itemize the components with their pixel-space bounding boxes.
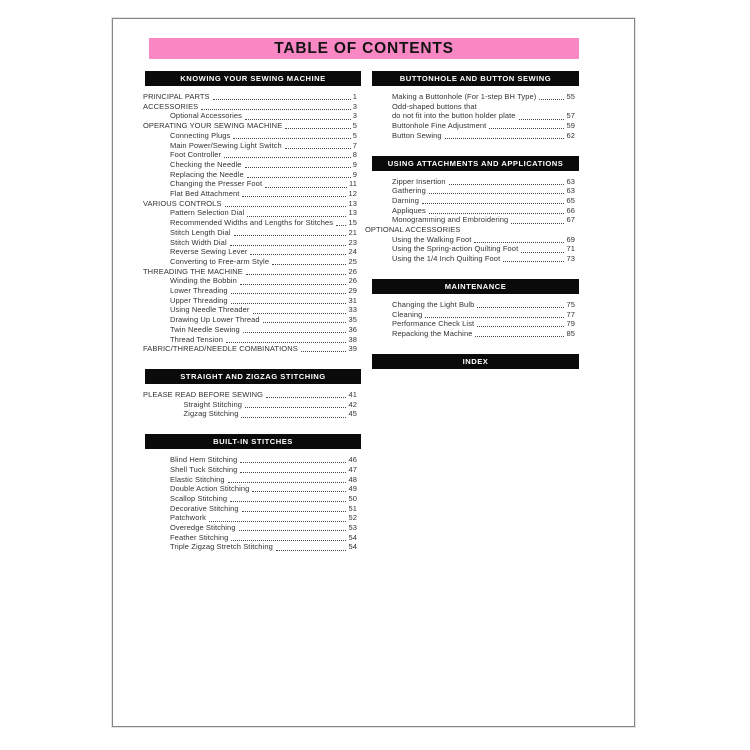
toc-entry-label: Buttonhole Fine Adjustment (392, 121, 487, 131)
toc-entry-label: Using the Walking Foot (392, 234, 472, 244)
toc-leader-dots (253, 313, 347, 314)
toc-entry (365, 225, 575, 235)
toc-leader-dots (247, 177, 351, 178)
section-header: INDEX (372, 354, 579, 369)
toc-entry (365, 300, 575, 310)
manual-page (112, 18, 635, 727)
toc-leader-dots (234, 235, 347, 236)
toc-entry (365, 102, 575, 112)
toc-section (365, 156, 575, 264)
toc-entry (143, 533, 357, 543)
toc-page-number: 33 (348, 305, 357, 315)
toc-leader-dots (511, 223, 564, 224)
toc-entry-label: Button Sewing (392, 130, 442, 140)
toc-page-number: 26 (348, 266, 357, 276)
toc-entry (365, 177, 575, 187)
toc-entry-label: Pattern Selection Dial (170, 208, 245, 218)
toc-page-number: 50 (348, 493, 357, 503)
toc-leader-dots (242, 196, 346, 197)
toc-entry (143, 189, 357, 199)
toc-entry-list (365, 86, 575, 141)
toc-leader-dots (230, 501, 346, 502)
toc-leader-dots (225, 206, 347, 207)
toc-leader-dots (265, 187, 347, 188)
toc-section (365, 279, 575, 339)
toc-page-number: 85 (566, 328, 575, 338)
toc-page-number: 63 (566, 186, 575, 196)
toc-entry-label: VARIOUS CONTROLS (143, 198, 222, 208)
toc-entry-list (143, 449, 357, 552)
toc-entry (143, 160, 357, 170)
toc-entry (143, 141, 357, 151)
toc-entry-label: Twin Needle Sewing (170, 324, 240, 334)
toc-entry (143, 199, 357, 209)
toc-page-number: 49 (348, 484, 357, 494)
toc-entry (365, 244, 575, 254)
toc-entry-label: OPERATING YOUR SEWING MACHINE (143, 121, 283, 131)
toc-leader-dots (242, 511, 347, 512)
toc-leader-dots (477, 326, 564, 327)
toc-leader-dots (241, 417, 346, 418)
toc-entry-label: Odd-shaped buttons that (392, 101, 477, 111)
toc-page-number: 79 (566, 319, 575, 329)
toc-leader-dots (228, 482, 347, 483)
toc-entry-label: Patchwork (170, 513, 206, 523)
toc-page-number: 8 (352, 150, 357, 160)
toc-entry-label: Cleaning (392, 309, 423, 319)
toc-page-number: 35 (348, 315, 357, 325)
section-header: MAINTENANCE (372, 279, 579, 294)
toc-leader-dots (266, 397, 346, 398)
toc-leader-dots (231, 540, 346, 541)
toc-entry (143, 344, 357, 354)
toc-entry-label: Using Needle Threader (170, 305, 250, 315)
page-title: TABLE OF CONTENTS (149, 38, 579, 59)
toc-leader-dots (201, 109, 350, 110)
toc-entry-list (365, 294, 575, 339)
toc-entry-label: Using the Spring-action Quilting Foot (392, 244, 519, 254)
toc-entry (143, 513, 357, 523)
toc-entry (143, 523, 357, 533)
toc-leader-dots (285, 148, 351, 149)
toc-page-number: 31 (348, 295, 357, 305)
toc-entry (143, 131, 357, 141)
toc-entry-label: FABRIC/THREAD/NEEDLE COMBINATIONS (143, 344, 298, 354)
toc-entry-label: Zigzag Stitching (183, 409, 239, 419)
toc-entry (365, 196, 575, 206)
toc-page-number: 9 (352, 159, 357, 169)
toc-leader-dots (429, 193, 565, 194)
toc-entry (143, 409, 357, 419)
toc-page-number: 47 (348, 464, 357, 474)
toc-entry-label: Lower Threading (170, 286, 228, 296)
toc-entry (365, 254, 575, 264)
toc-leader-dots (230, 245, 347, 246)
toc-entry-label: OPTIONAL ACCESSORIES (365, 225, 461, 235)
toc-entry (365, 235, 575, 245)
toc-leader-dots (240, 462, 346, 463)
toc-entry-label: Straight Stitching (183, 399, 242, 409)
toc-entry-label: ACCESSORIES (143, 101, 199, 111)
toc-entry (143, 92, 357, 102)
toc-section (365, 71, 575, 141)
toc-page-number: 54 (348, 532, 357, 542)
toc-page-number: 46 (348, 455, 357, 465)
toc-leader-dots (240, 472, 346, 473)
toc-leader-dots (250, 254, 346, 255)
toc-entry-label: Triple Zigzag Stretch Stitching (170, 542, 273, 552)
toc-entry (365, 310, 575, 320)
toc-page-number: 9 (352, 169, 357, 179)
toc-entry (143, 475, 357, 485)
toc-leader-dots (477, 307, 564, 308)
toc-page-number: 75 (566, 299, 575, 309)
section-header: KNOWING YOUR SEWING MACHINE (145, 71, 361, 86)
toc-entry (143, 325, 357, 335)
toc-page-number: 41 (348, 389, 357, 399)
toc-page-number: 21 (348, 227, 357, 237)
toc-entry-label: Feather Stitching (170, 532, 229, 542)
toc-page-number: 53 (348, 523, 357, 533)
toc-leader-dots (539, 99, 564, 100)
toc-page-number: 11 (349, 179, 357, 189)
toc-entry (365, 92, 575, 102)
toc-entry-label: Decorative Stitching (170, 503, 239, 513)
toc-page-number: 51 (348, 503, 357, 513)
toc-entry-label: Upper Threading (170, 295, 228, 305)
toc-entry-list (143, 384, 357, 419)
toc-leader-dots (224, 157, 351, 158)
toc-entry (143, 455, 357, 465)
toc-entry-label: THREADING THE MACHINE (143, 266, 243, 276)
toc-page-number: 5 (352, 130, 357, 140)
toc-entry-label: Changing the Light Bulb (392, 299, 475, 309)
toc-entry (143, 247, 357, 257)
toc-entry (365, 121, 575, 131)
section-header: STRAIGHT AND ZIGZAG STITCHING (145, 369, 361, 384)
toc-entry (365, 319, 575, 329)
toc-leader-dots (425, 317, 564, 318)
toc-leader-dots (243, 332, 347, 333)
toc-page-number: 1 (352, 92, 357, 101)
toc-page-number: 24 (348, 247, 357, 257)
toc-entry-label: Replacing the Needle (170, 169, 244, 179)
toc-entry (143, 111, 357, 121)
toc-entry-list (365, 171, 575, 264)
toc-entry-label: Stitch Length Dial (170, 227, 231, 237)
toc-leader-dots (336, 225, 346, 226)
toc-entry-label: PRINCIPAL PARTS (143, 92, 210, 101)
toc-leader-dots (489, 128, 564, 129)
toc-entry-label: do not fit into the button holder plate (392, 111, 516, 121)
toc-page-number: 67 (566, 215, 575, 225)
toc-entry-label: Flat Bed Attachment (170, 189, 240, 199)
section-header: BUTTONHOLE AND BUTTON SEWING (372, 71, 579, 86)
toc-entry (143, 494, 357, 504)
toc-leader-dots (252, 491, 346, 492)
toc-entry (143, 121, 357, 131)
toc-page-number: 63 (566, 176, 575, 186)
toc-leader-dots (449, 184, 565, 185)
toc-entry (143, 218, 357, 228)
toc-column-right (365, 71, 575, 384)
toc-page-number: 73 (566, 254, 575, 264)
toc-leader-dots (245, 167, 351, 168)
toc-page-number: 42 (348, 399, 357, 409)
toc-entry-label: PLEASE READ BEFORE SEWING (143, 389, 264, 399)
toc-entry (365, 329, 575, 339)
toc-page-number: 45 (348, 409, 357, 419)
toc-entry-label: Reverse Sewing Lever (170, 247, 248, 257)
toc-entry-label: Gathering (392, 186, 426, 196)
toc-entry (143, 465, 357, 475)
toc-entry-label: Using the 1/4 Inch Quilting Foot (392, 254, 501, 264)
toc-leader-dots (231, 293, 347, 294)
toc-page-number: 38 (348, 334, 357, 344)
toc-entry (143, 400, 357, 410)
toc-leader-dots (240, 284, 347, 285)
toc-entry (365, 111, 575, 121)
toc-leader-dots (231, 303, 347, 304)
toc-leader-dots (213, 99, 351, 100)
toc-page-number: 59 (566, 121, 575, 131)
toc-leader-dots (247, 216, 346, 217)
toc-page-number: 39 (348, 344, 357, 354)
toc-entry-label: Converting to Free-arm Style (170, 256, 270, 266)
toc-leader-dots (301, 351, 347, 352)
toc-page-number: 57 (566, 111, 575, 121)
toc-page-number: 62 (566, 130, 575, 140)
toc-entry (143, 504, 357, 514)
toc-entry-label: Shell Tuck Stitching (170, 464, 238, 474)
toc-entry-label: Drawing Up Lower Thread (170, 315, 260, 325)
toc-entry (143, 542, 357, 552)
toc-leader-dots (246, 274, 347, 275)
toc-entry (143, 305, 357, 315)
toc-entry-label: Overedge Stitching (170, 523, 236, 533)
toc-leader-dots (422, 203, 564, 204)
toc-leader-dots (233, 138, 350, 139)
toc-page-number: 52 (348, 513, 357, 523)
toc-entry (143, 102, 357, 112)
toc-page-number: 69 (566, 234, 575, 244)
toc-entry (365, 186, 575, 196)
toc-leader-dots (445, 138, 565, 139)
toc-entry (143, 315, 357, 325)
toc-entry-label: Darning (392, 195, 419, 205)
toc-entry-label: Performance Check List (392, 319, 475, 329)
toc-entry-label: Zipper Insertion (392, 176, 446, 186)
toc-entry-label: Blind Hem Stitching (170, 455, 238, 465)
toc-entry (143, 238, 357, 248)
toc-section (143, 434, 357, 552)
toc-leader-dots (239, 530, 347, 531)
toc-page-number: 13 (348, 198, 357, 208)
toc-section (143, 71, 357, 354)
toc-entry-label: Optional Accessories (170, 111, 243, 121)
toc-page-number: 12 (348, 189, 357, 199)
toc-entry (143, 296, 357, 306)
toc-leader-dots (272, 264, 346, 265)
toc-page-number: 48 (348, 474, 357, 484)
toc-page-number: 15 (348, 218, 357, 228)
toc-leader-dots (209, 521, 347, 522)
toc-entry-label: Thread Tension (170, 334, 223, 344)
toc-entry (143, 286, 357, 296)
toc-page-number: 3 (352, 101, 357, 111)
toc-page-number: 13 (348, 208, 357, 218)
toc-page-number: 66 (566, 205, 575, 215)
toc-leader-dots (519, 119, 565, 120)
toc-entry-label: Repacking the Machine (392, 328, 473, 338)
toc-page-number: 26 (348, 276, 357, 286)
toc-entry-label: Scallop Stitching (170, 493, 228, 503)
toc-leader-dots (245, 407, 346, 408)
toc-entry-label: Connecting Plugs (170, 130, 231, 140)
toc-page-number: 36 (348, 324, 357, 334)
toc-entry-label: Changing the Presser Foot (170, 179, 263, 189)
toc-entry-label: Appliques (392, 205, 426, 215)
toc-page-number: 3 (352, 111, 357, 121)
toc-section (365, 354, 575, 369)
toc-entry-label: Stitch Width Dial (170, 237, 227, 247)
toc-leader-dots (503, 261, 564, 262)
toc-entry (143, 170, 357, 180)
toc-entry-label: Recommended Widths and Lengths for Stitches (170, 218, 334, 228)
toc-entry (143, 267, 357, 277)
toc-page-number: 25 (348, 256, 357, 266)
toc-entry (365, 131, 575, 141)
toc-leader-dots (276, 550, 347, 551)
toc-entry-label: Monogramming and Embroidering (392, 215, 509, 225)
toc-entry (143, 276, 357, 286)
toc-entry-label: Double Action Stitching (170, 484, 250, 494)
toc-page-number: 77 (566, 309, 575, 319)
toc-page-number: 71 (566, 244, 575, 254)
toc-entry-label: Checking the Needle (170, 159, 242, 169)
toc-page-number: 23 (348, 237, 357, 247)
toc-page-number: 65 (566, 195, 575, 205)
toc-entry (365, 215, 575, 225)
toc-page-number: 7 (352, 140, 357, 150)
toc-entry-label: Main Power/Sewing Light Switch (170, 140, 282, 150)
toc-entry (143, 228, 357, 238)
toc-leader-dots (226, 342, 346, 343)
toc-leader-dots (429, 213, 565, 214)
toc-entry (365, 206, 575, 216)
toc-leader-dots (263, 322, 347, 323)
toc-entry-label: Winding the Bobbin (170, 276, 237, 286)
toc-leader-dots (521, 252, 564, 253)
section-header: USING ATTACHMENTS AND APPLICATIONS (372, 156, 579, 171)
toc-leader-dots (245, 119, 351, 120)
toc-entry-list (143, 86, 357, 354)
toc-page-number: 5 (352, 121, 357, 131)
toc-leader-dots (475, 336, 564, 337)
toc-entry (143, 390, 357, 400)
toc-leader-dots (474, 242, 564, 243)
toc-page-number: 54 (348, 542, 357, 552)
toc-entry (143, 335, 357, 345)
toc-entry (143, 484, 357, 494)
toc-page-number: 55 (566, 92, 575, 101)
toc-entry-label: Elastic Stitching (170, 474, 225, 484)
toc-entry-label: Making a Buttonhole (For 1-step BH Type) (392, 92, 537, 101)
toc-page-number: 29 (348, 286, 357, 296)
toc-entry-label: Foot Controller (170, 150, 222, 160)
toc-column-left (143, 71, 357, 567)
toc-entry (143, 179, 357, 189)
toc-entry (143, 208, 357, 218)
toc-entry (143, 257, 357, 267)
section-header: BUILT-IN STITCHES (145, 434, 361, 449)
toc-section (143, 369, 357, 419)
toc-leader-dots (285, 128, 350, 129)
toc-entry (143, 150, 357, 160)
